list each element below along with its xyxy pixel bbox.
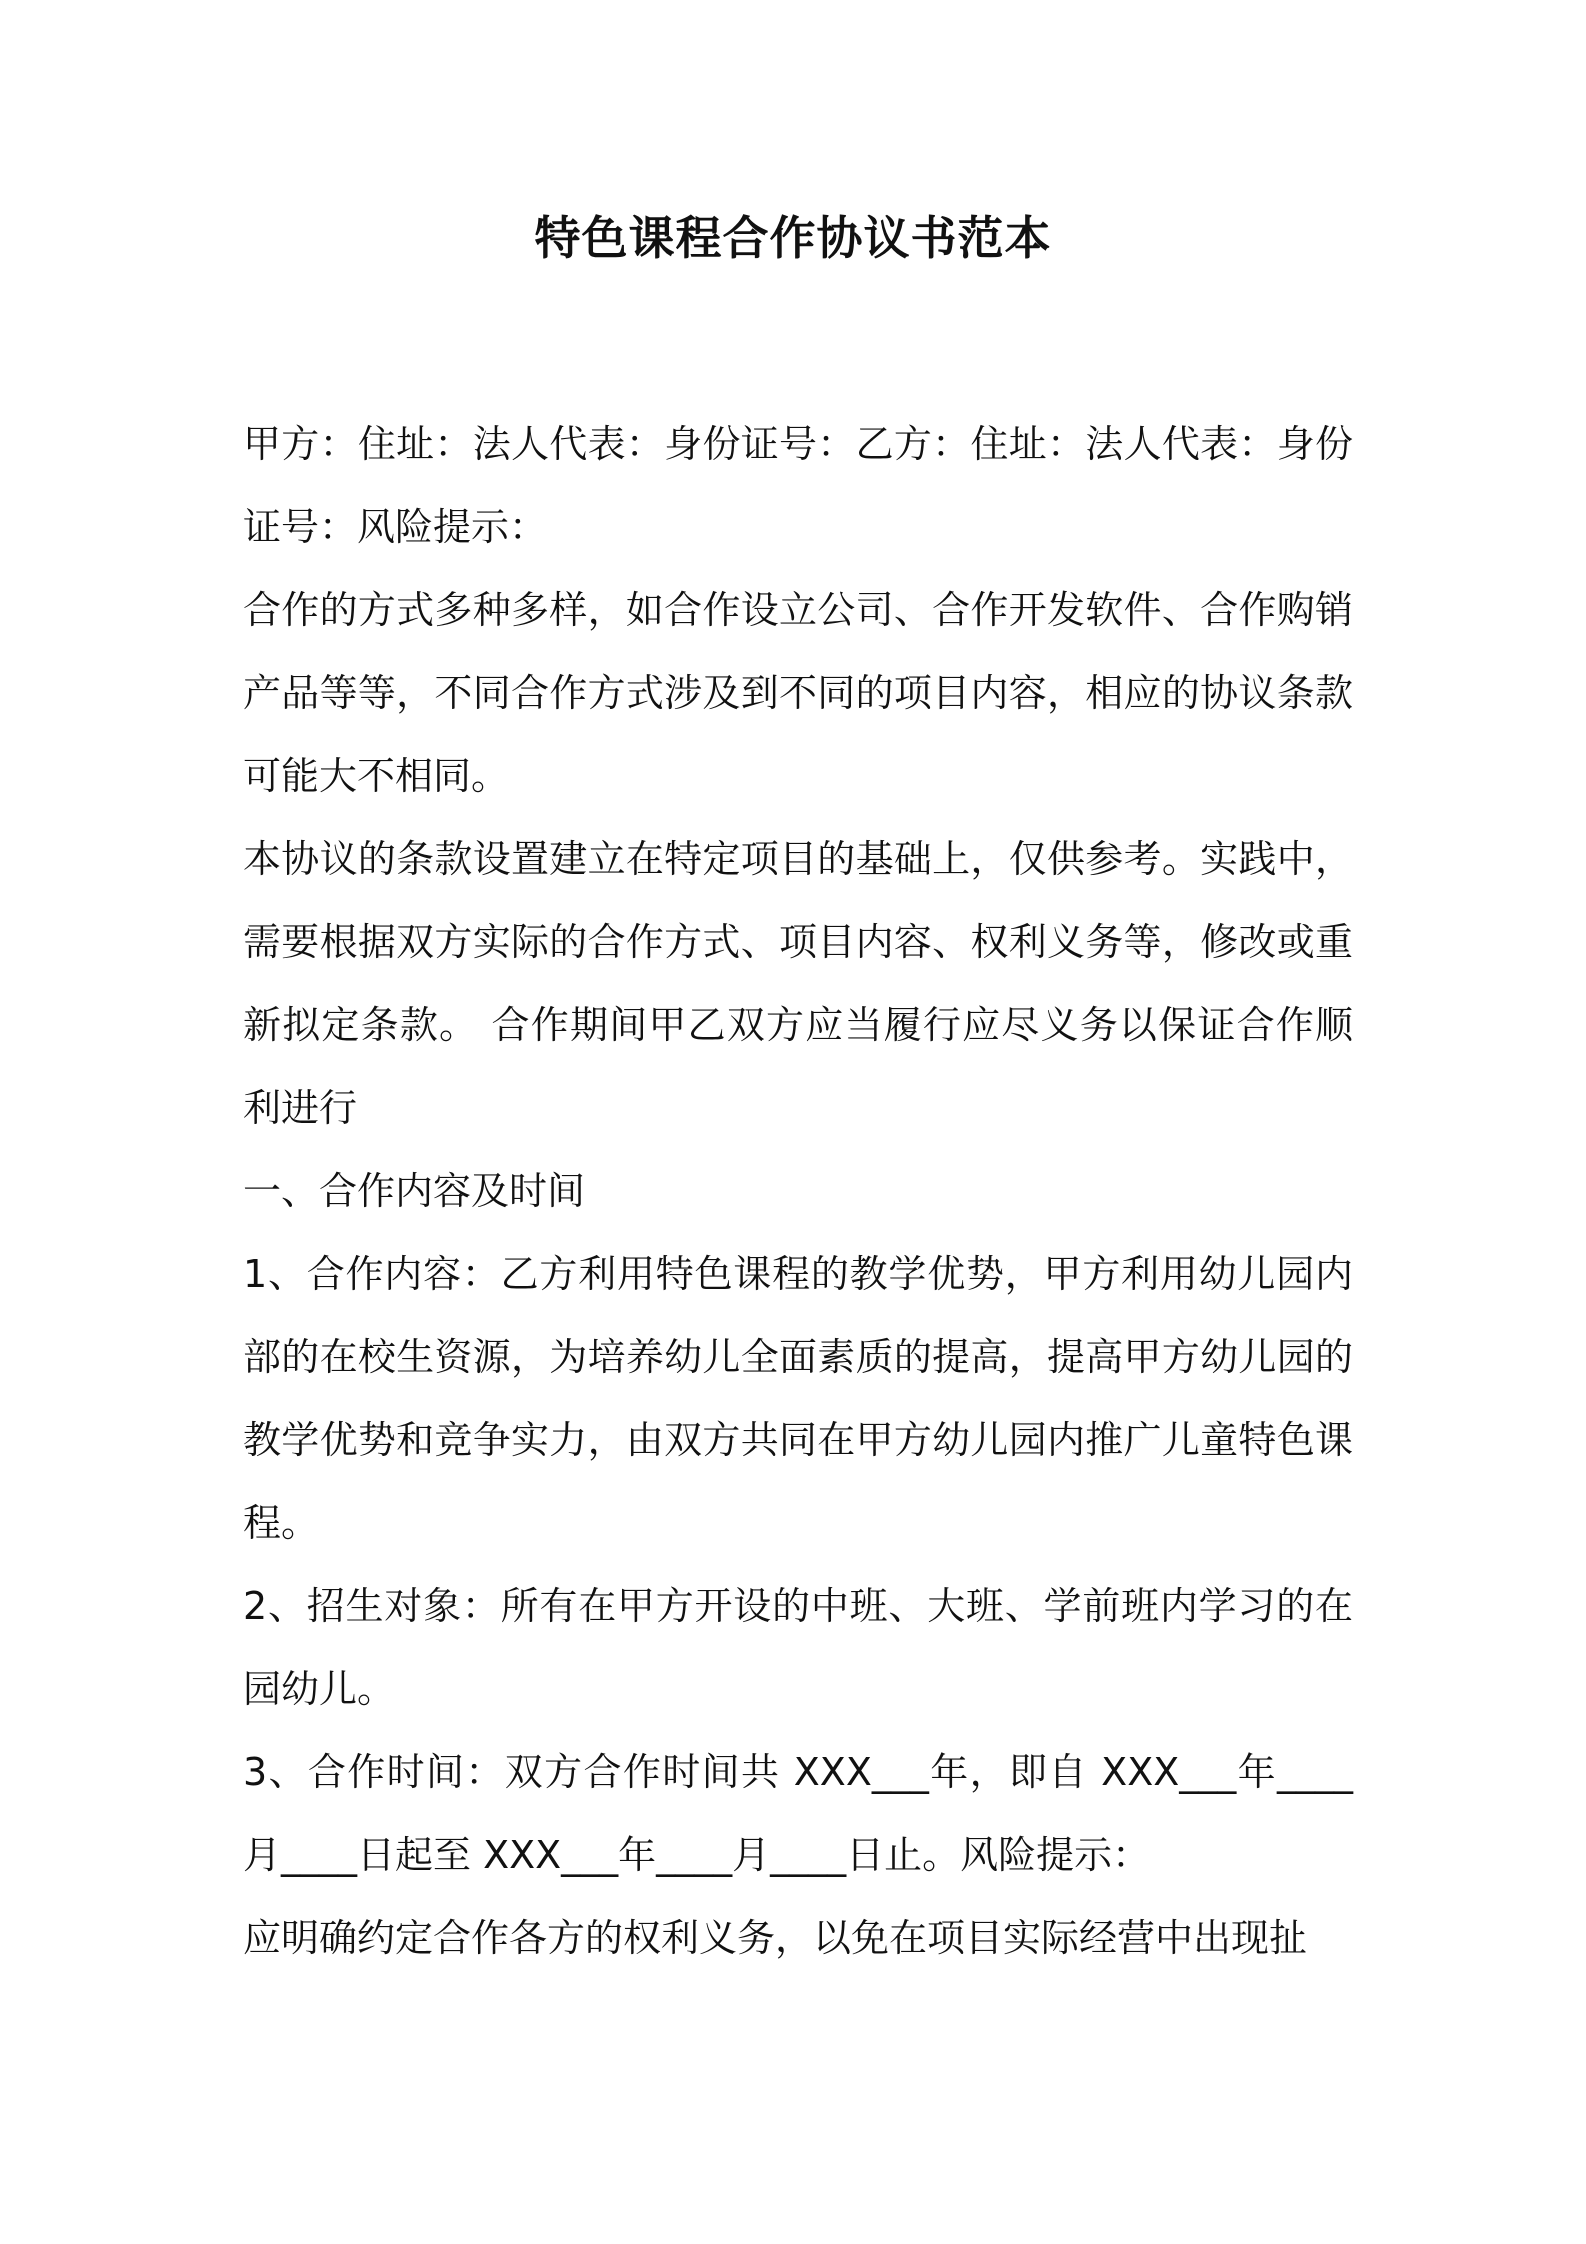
clause-3-paragraph: 3、合作时间：双方合作时间共 XXX___年，即自 XXX___年____月____日起至 XXX___年____月____日止。风险提示： [243, 1750, 1353, 1877]
clause-2-paragraph: 2、招生对象：所有在甲方开设的中班、大班、学前班内学习的在园幼儿。 [243, 1584, 1353, 1711]
clause-1-paragraph: 1、合作内容：乙方利用特色课程的教学优势，甲方利用幼儿园内部的在校生资源，为培养幼儿全面素质的提高，提高甲方幼儿园的教学优势和竞争实力，由双方共同在甲方幼儿园内推广儿童特色课程。 [243, 1252, 1353, 1545]
risk-note-paragraph: 合作的方式多种多样，如合作设立公司、合作开发软件、合作购销产品等等，不同合作方式涉及到不同的项目内容，相应的协议条款可能大不相同。 [243, 588, 1353, 798]
rights-paragraph: 应明确约定合作各方的权利义务，以免在项目实际经营中出现扯 [243, 1916, 1308, 1960]
section-heading: 一、合作内容及时间 [243, 1169, 586, 1213]
reference-note-paragraph: 本协议的条款设置建立在特定项目的基础上，仅供参考。实践中，需要根据双方实际的合作方式、项目内容、权利义务等，修改或重新拟定条款。 合作期间甲乙双方应当履行应尽义务以保证合作顺利进行 [243, 837, 1353, 1130]
parties-paragraph: 甲方：住址：法人代表：身份证号：乙方：住址：法人代表：身份证号：风险提示： [243, 422, 1353, 549]
document-title: 特色课程合作协议书范本 [534, 211, 1052, 265]
document-body [243, 403, 1353, 1980]
